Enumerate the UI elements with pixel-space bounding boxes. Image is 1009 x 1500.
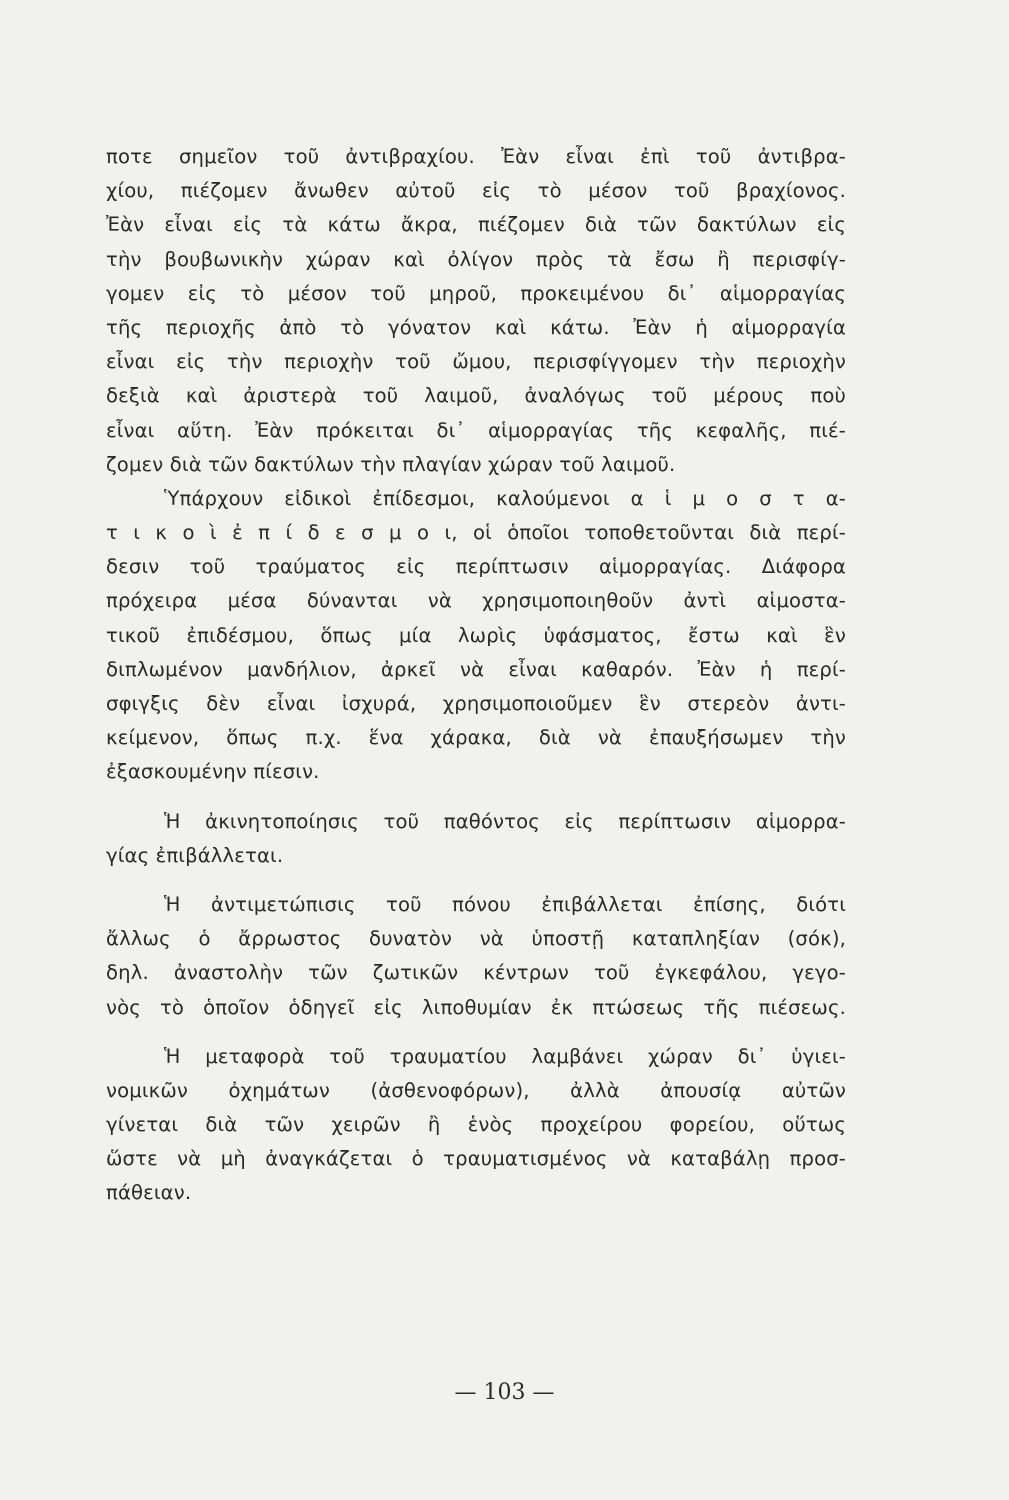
- page-number: — 103 —: [454, 1380, 555, 1405]
- text-line: κείμενον, ὅπως π.χ. ἕνα χάρακα, διὰ νὰ ἐπαυξήσωμεν τὴν: [106, 726, 846, 750]
- text-line: Ἡ ἀκινητοποίησις τοῦ παθόντος εἰς περίπτωσιν αἱμορρα-: [164, 809, 846, 833]
- text-line: πάθειαν.: [106, 1181, 192, 1205]
- text-line: γομεν εἰς τὸ μέσον τοῦ μηροῦ, προκειμένου δι᾽ αἱμορραγίας: [106, 281, 846, 305]
- text-line: Ὑπάρχουν εἰδικοὶ ἐπίδεσμοι, καλούμενοι α ἱ μ ο σ τ α-: [164, 486, 846, 510]
- text-line: δεσιν τοῦ τραύματος εἰς περίπτωσιν αἱμορραγίας. Διάφορα: [106, 555, 846, 579]
- text-line: Ἡ ἀντιμετώπισις τοῦ πόνου ἐπιβάλλεται ἐπίσης, διότι: [164, 892, 846, 916]
- text-line: Ἐὰν εἶναι εἰς τὰ κάτω ἄκρα, πιέζομεν διὰ τῶν δακτύλων εἰς: [106, 213, 846, 237]
- body-text: [106, 140, 846, 1211]
- text-line: τῆς περιοχῆς ἀπὸ τὸ γόνατον καὶ κάτω. Ἐὰν ἡ αἱμορραγία: [106, 315, 846, 339]
- text-line: τικοῦ ἐπιδέσμου, ὅπως μία λωρὶς ὑφάσματος, ἔστω καὶ ἓν: [106, 623, 846, 647]
- text-line: τὴν βουβωνικὴν χώραν καὶ ὀλίγον πρὸς τὰ ἔσω ἢ περισφίγ-: [106, 247, 846, 271]
- text-line: νὸς τὸ ὁποῖον ὁδηγεῖ εἰς λιποθυμίαν ἐκ πτώσεως τῆς πιέσεως.: [106, 995, 846, 1019]
- text-line: ἐξασκουμένην πίεσιν.: [106, 760, 320, 784]
- text-line: σφιγξις δὲν εἶναι ἰσχυρά, χρησιμοποιοῦμεν ἓν στερεὸν ἀντι-: [106, 692, 846, 715]
- text-line: ποτε σημεῖον τοῦ ἀντιβραχίου. Ἐὰν εἶναι ἐπὶ τοῦ ἀντιβρα-: [106, 145, 846, 168]
- text-line: ζομεν διὰ τῶν δακτύλων τὴν πλαγίαν χώραν τοῦ λαιμοῦ.: [106, 452, 676, 476]
- text-line: ὥστε νὰ μὴ ἀναγκάζεται ὁ τραυματισμένος νὰ καταβάλῃ προσ-: [106, 1147, 846, 1171]
- text-line: δηλ. ἀναστολὴν τῶν ζωτικῶν κέντρων τοῦ ἐγκεφάλου, γεγο-: [106, 961, 846, 985]
- text-line: τ ι κ ο ὶ ἐ π ί δ ε σ μ ο ι, οἱ ὁποῖοι τοποθετοῦνται διὰ περί-: [106, 521, 846, 545]
- text-line: δεξιὰ καὶ ἀριστερὰ τοῦ λαιμοῦ, ἀναλόγως τοῦ μέρους ποὺ: [106, 384, 846, 408]
- text-line: γίας ἐπιβάλλεται.: [106, 843, 284, 867]
- text-line: εἶναι αὕτη. Ἐὰν πρόκειται δι᾽ αἱμορραγίας τῆς κεφαλῆς, πιέ-: [106, 418, 846, 442]
- text-line: εἶναι εἰς τὴν περιοχὴν τοῦ ὤμου, περισφίγγομεν τὴν περιοχὴν: [106, 350, 846, 374]
- text-line: Ἡ μεταφορὰ τοῦ τραυματίου λαμβάνει χώραν δι᾽ ὑγιει-: [164, 1044, 846, 1068]
- text-line: γίνεται διὰ τῶν χειρῶν ἢ ἑνὸς προχείρου φορείου, οὕτως: [106, 1113, 846, 1137]
- text-line: χίου, πιέζομεν ἄνωθεν αὐτοῦ εἰς τὸ μέσον τοῦ βραχίονος.: [106, 179, 846, 203]
- text-line: ἄλλως ὁ ἄρρωστος δυνατὸν νὰ ὑποστῇ καταπληξίαν (σόκ),: [106, 927, 846, 951]
- text-line: πρόχειρα μέσα δύνανται νὰ χρησιμοποιηθοῦν ἀντὶ αἱμοστα-: [106, 589, 846, 613]
- text-line: νομικῶν ὀχημάτων (ἀσθενοφόρων), ἀλλὰ ἀπουσίᾳ αὐτῶν: [106, 1078, 846, 1102]
- text-line: διπλωμένον μανδήλιον, ἀρκεῖ νὰ εἶναι καθαρόν. Ἐὰν ἡ περί-: [106, 657, 846, 681]
